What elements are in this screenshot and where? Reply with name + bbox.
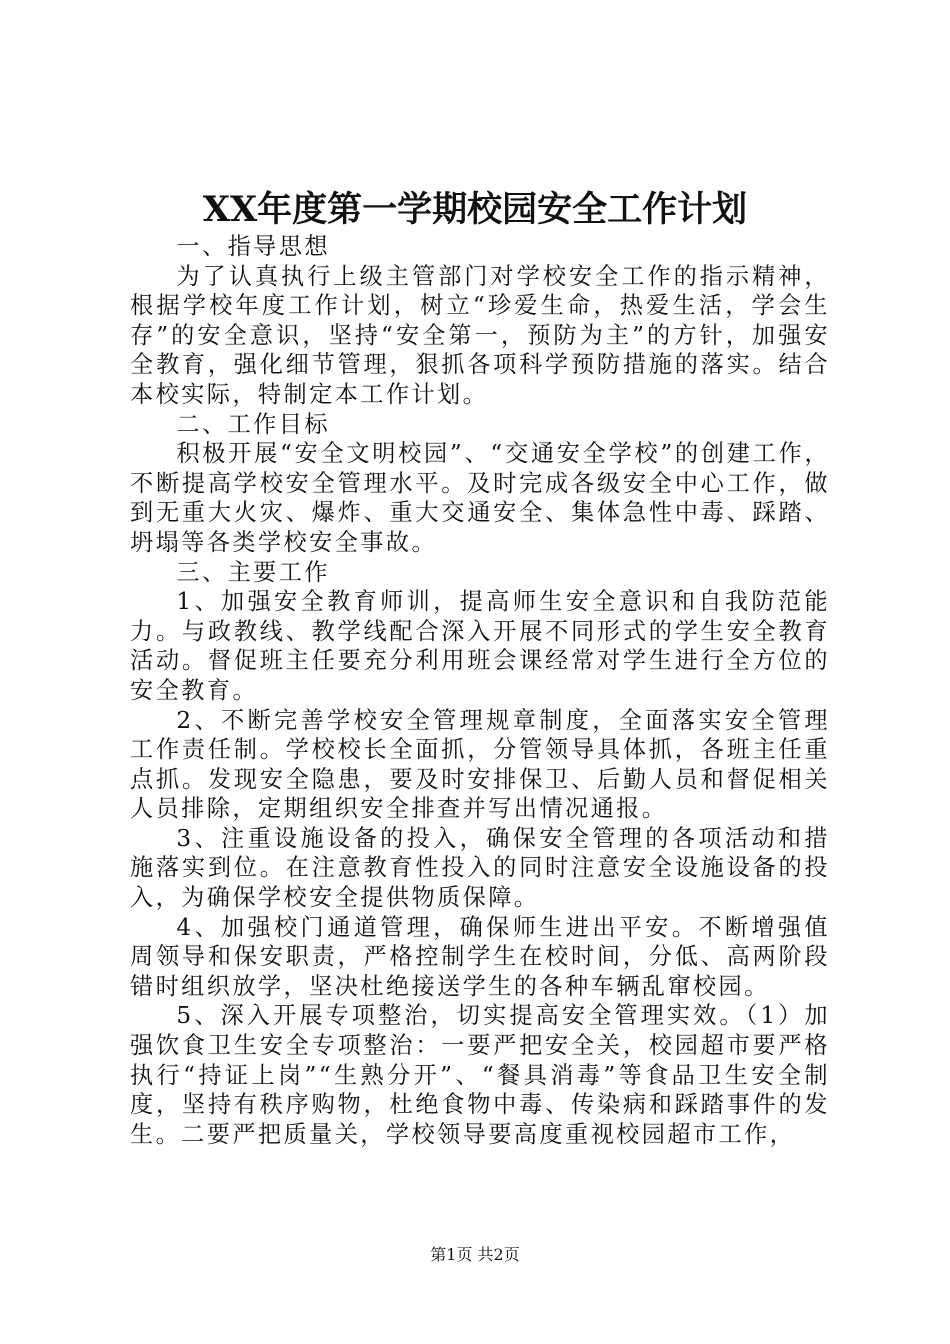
section-heading-work-goals: 二、工作目标 — [176, 410, 330, 438]
paragraph-item-1: 1、加强安全教育师训，提高师生安全意识和自我防范能力。与政教线、教学线配合深入开展不同形式的学生安全教育活动。督促班主任要充分利用班会课经常对学生进行全方位的安全教育。 — [130, 588, 830, 704]
paragraph-item-5: 5、深入开展专项整治，切实提高安全管理实效。（1）加强饮食卫生安全专项整治：一要严把安全关，校园超市要严格执行“持证上岗”“生熟分开”、“餐具消毒”等食品卫生安全制度，坚持有秩序购物，杜绝食物中毒、传染病和踩踏事件的发生。二要严把质量关，学校领导要高度重视校园超市工作， — [130, 1002, 830, 1148]
paragraph-item-3: 3、注重设施设备的投入，确保安全管理的各项活动和措施落实到位。在注意教育性投入的同时注意安全设施设备的投入，为确保学校安全提供物质保障。 — [130, 824, 830, 912]
document-body — [130, 232, 830, 1149]
paragraph-guiding-ideology: 为了认真执行上级主管部门对学校安全工作的指示精神，根据学校年度工作计划，树立“珍爱生命，热爱生活，学会生存”的安全意识，坚持“安全第一，预防为主”的方针，加强安全教育，强化细节管理，狠抓各项科学预防措施的落实。结合本校实际，特制定本工作计划。 — [130, 262, 830, 408]
section-heading-main-work: 三、主要工作 — [176, 558, 330, 586]
paragraph-work-goals: 积极开展“安全文明校园”、“交通安全学校”的创建工作，不断提高学校安全管理水平。及时完成各级安全中心工作，做到无重大火灾、爆炸、重大交通安全、集体急性中毒、踩踏、坍塌等各类学校安全事故。 — [130, 440, 830, 556]
page-number-footer: 第1页 共2页 — [430, 1245, 520, 1264]
document-title: XX年度第一学期校园安全工作计划 — [202, 189, 748, 230]
section-heading-guiding-ideology: 一、指导思想 — [176, 233, 330, 260]
paragraph-item-2: 2、不断完善学校安全管理规章制度，全面落实安全管理工作责任制。学校校长全面抓，分管领导具体抓，各班主任重点抓。发现安全隐患，要及时安排保卫、后勤人员和督促相关人员排除，定期组织安全排查并写出情况通报。 — [130, 706, 830, 823]
paragraph-item-4: 4、加强校门通道管理，确保师生进出平安。不断增强值周领导和保安职责，严格控制学生在校时间，分低、高两阶段错时组织放学，坚决杜绝接送学生的各种车辆乱窜校园。 — [130, 913, 830, 1000]
